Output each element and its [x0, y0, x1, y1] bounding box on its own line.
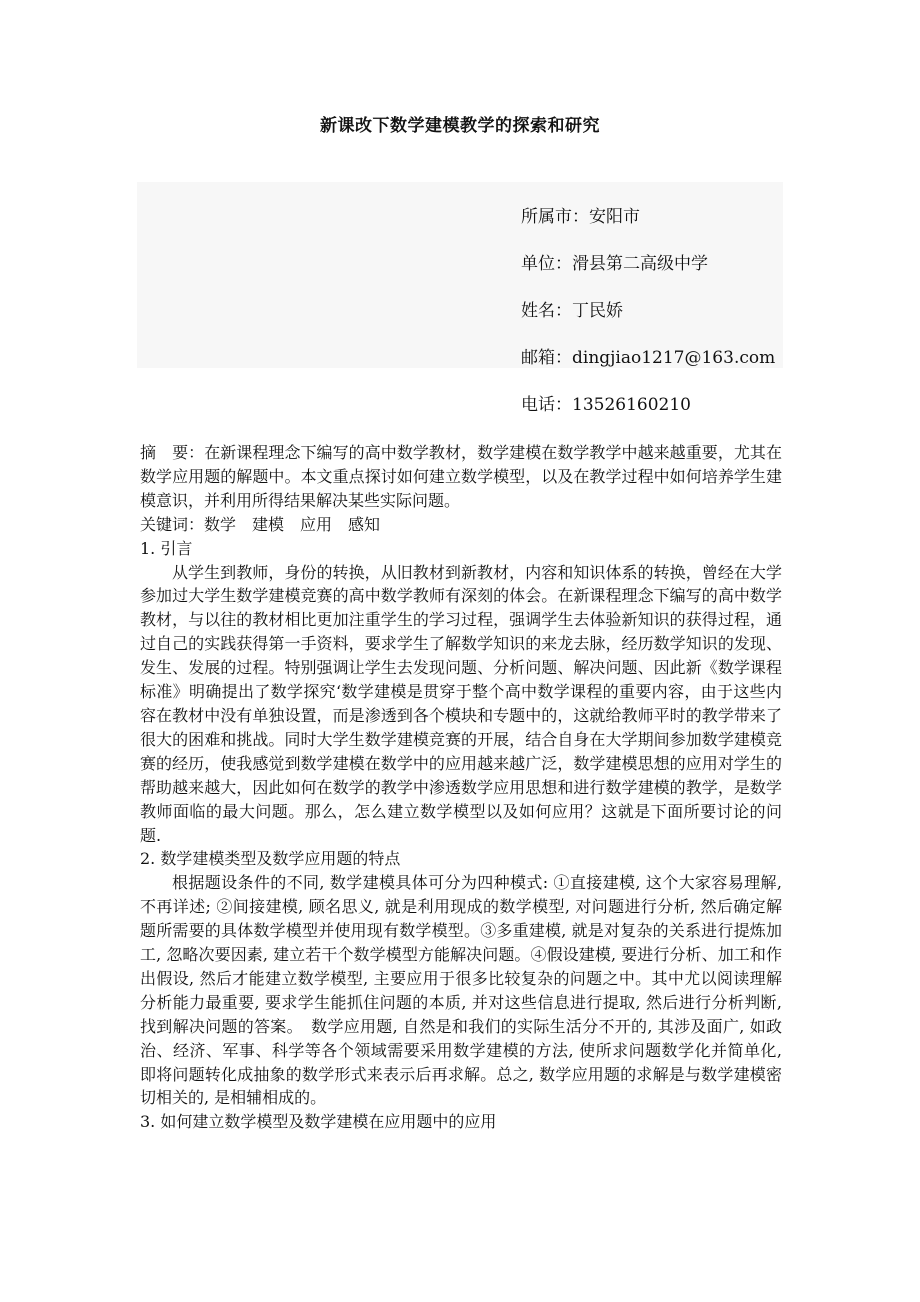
document-title: 新课改下数学建模教学的探索和研究 — [320, 116, 600, 136]
section-2-heading: 2. 数学建模类型及数学应用题的特点 — [140, 849, 401, 869]
abstract: 摘 要：在新课程理念下编写的高中数学教材，数学建模在数学教学中越来越重要，尤其在数学应用题的解题中。本文重点探讨如何建立数学模型，以及在教学过程中如何培养学生建模意识，并利用所得结果解决某些实际问题。 — [140, 443, 782, 510]
section-1-heading: 1. 引言 — [140, 538, 193, 558]
keywords: 关键词：数学 建模 应用 感知 — [140, 514, 381, 534]
info-unit: 单位：滑县第二高级中学 — [521, 254, 708, 274]
author-info — [521, 204, 851, 439]
section-1-paragraph: 从学生到教师，身份的转换，从旧教材到新教材，内容和知识体系的转换，曾经在大学参加过大学生数学建模竞赛的高中数学教师有深刻的体会。在新课程理念下编写的高中数学教材，与以往的教材相比更加注重学生的学习过程，强调学生去体验新知识的获得过程，通过自己的实践获得第一手资料，要求学生了解数学知识的来龙去脉，经历数学知识的发现、发生、发展的过程。特别强调让学生去发现问题、分析问题、解决问题、因此新《数学课程标准》明确提出了数学探究‘数学建模是贯穿于整个高中数学课程的重要内容，由于这些内容在教材中没有单独设置，而是渗透到各个模块和专题中的，这就给教师平时的教学带来了很大的困难和挑战。同时大学生数学建模竞赛的开展，结合自身在大学期间参加数学建模竞赛的经历，使我感觉到数学建模在数学中的应用越来越广泛，数学建模思想的应用对学生的帮助越来越大，因此如何在数学的教学中渗透数学应用思想和进行数学建模的教学，是数学教师面临的最大问题。那么，怎么建立数学模型以及如何应用？这就是下面所要讨论的问题. — [140, 562, 782, 845]
section-2-paragraph: 根据题设条件的不同, 数学建模具体可分为四种模式: ①直接建模, 这个大家容易理解, 不再详述; ②间接建模, 顾名思义, 就是利用现成的数学模型, 对问题进行分析, 然后确定解题所需要的具体数学模型并使用现有数学模型。③多重建模, 就是对复杂的关系进行提炼加工, 忽略次要因素, 建立若干个数学模型方能解决问题。④假设建模, 要进行分析、加工和作出假设, 然后才能建立数学模型, 主要应用于很多比较复杂的问题之中。其中尤以阅读理解分析能力最重要, 要求学生能抓住问题的本质, 并对这些信息进行提取, 然后进行分析判断, 找到解决问题的答案。 数学应用题, 自然是和我们的实际生活分不开的, 其涉及面广, 如政治、经济、军事、科学等各个领域需要采用数学建模的方法, 使所求问题数学化并简单化, 即将问题转化成抽象的数学形式来表示后再求解。总之, 数学应用题的求解是与数学建模密切相关的, 是相辅相成的。 — [140, 873, 782, 1108]
info-phone: 电话：13526160210 — [521, 395, 691, 415]
info-city: 所属市：安阳市 — [521, 207, 640, 227]
info-email: 邮箱：dingjiao1217@163.com — [521, 348, 776, 368]
document-body — [140, 441, 782, 1134]
info-name: 姓名：丁民娇 — [521, 301, 623, 321]
section-3-heading: 3. 如何建立数学模型及数学建模在应用题中的应用 — [140, 1112, 497, 1132]
